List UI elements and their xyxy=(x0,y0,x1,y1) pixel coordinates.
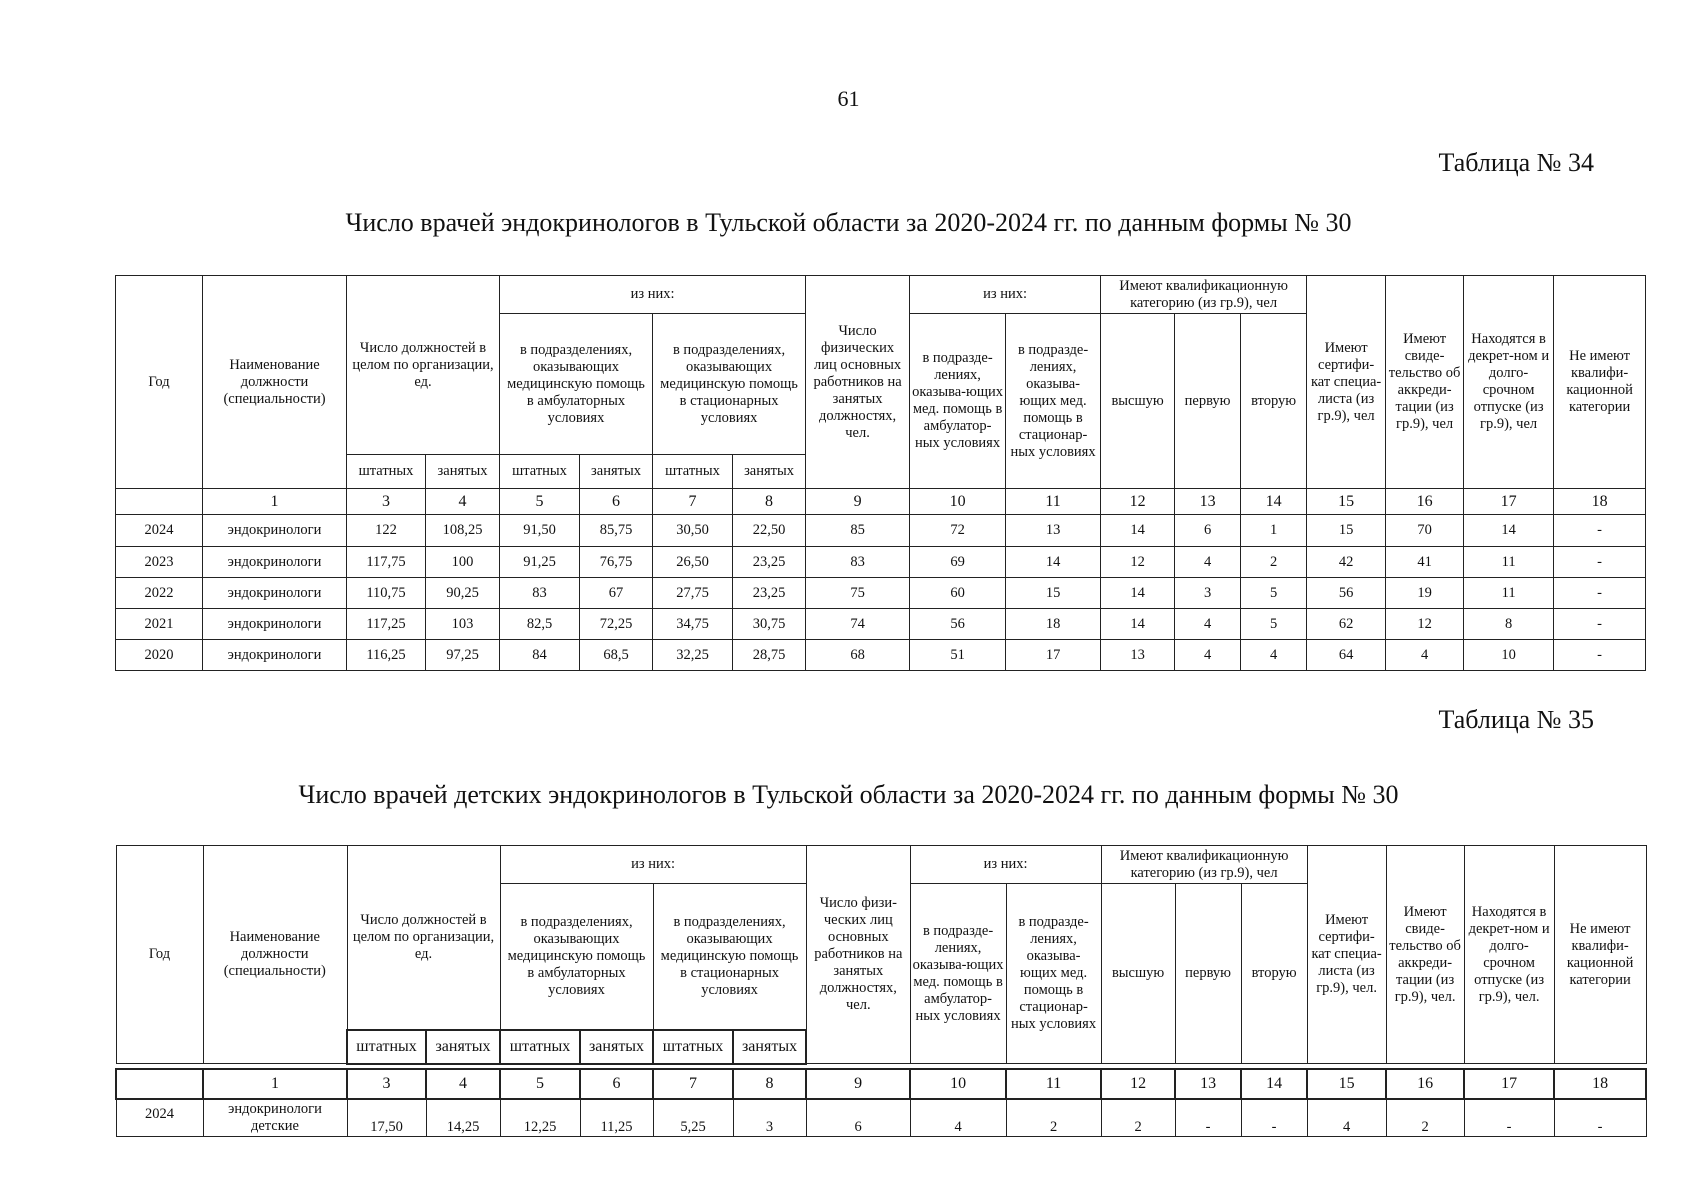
cell: 19 xyxy=(1386,578,1464,609)
cell: 6 xyxy=(806,1099,910,1137)
cell: - xyxy=(1554,547,1646,578)
col-number: 3 xyxy=(347,489,426,515)
col-number: 11 xyxy=(1006,1069,1101,1099)
cell: 4 xyxy=(1307,1099,1386,1137)
cell: - xyxy=(1554,609,1646,640)
cell: 64 xyxy=(1307,640,1386,671)
header-leave: Находятся в декрет-ном и долго-срочном отпуске (из гр.9), чел xyxy=(1464,276,1554,489)
cell: 15 xyxy=(1006,578,1101,609)
cell: 3 xyxy=(1175,578,1241,609)
cell: 117,75 xyxy=(347,547,426,578)
cell: - xyxy=(1241,1099,1307,1137)
cell: 90,25 xyxy=(426,578,500,609)
cell: 4 xyxy=(1175,609,1241,640)
cell: 5 xyxy=(1241,578,1307,609)
table-row xyxy=(116,609,1646,640)
cell: 103 xyxy=(426,609,500,640)
col-number: 8 xyxy=(733,489,806,515)
col-number: 9 xyxy=(806,489,910,515)
cell: 41 xyxy=(1386,547,1464,578)
cell: 116,25 xyxy=(347,640,426,671)
cell: 2 xyxy=(1386,1099,1464,1137)
cell: 14 xyxy=(1101,578,1175,609)
header-persons-ambulatory: в подразде-лениях, оказыва-ющих мед. помощь в амбулатор-ных условиях xyxy=(910,884,1006,1064)
cell: 75 xyxy=(806,578,910,609)
cell: 12 xyxy=(1101,547,1175,578)
cell: 14 xyxy=(1101,515,1175,547)
col-number: 3 xyxy=(347,1069,426,1099)
header-certificate: Имеют сертифи-кат специа-листа (из гр.9), чел xyxy=(1307,276,1386,489)
cell: 62 xyxy=(1307,609,1386,640)
col-number: 13 xyxy=(1175,489,1241,515)
col-number: 12 xyxy=(1101,489,1175,515)
cell: 69 xyxy=(910,547,1006,578)
row-name: эндокринологи xyxy=(203,609,347,640)
cell: 14 xyxy=(1101,609,1175,640)
header-year: Год xyxy=(116,846,203,1064)
cell: - xyxy=(1554,515,1646,547)
row-name: эндокринологи xyxy=(203,578,347,609)
cell: 76,75 xyxy=(580,547,653,578)
cell: 67 xyxy=(580,578,653,609)
cell: 34,75 xyxy=(653,609,733,640)
cell: 91,25 xyxy=(500,547,580,578)
row-name: эндокринологи xyxy=(203,640,347,671)
header-year: Год xyxy=(116,276,203,489)
cell: - xyxy=(1554,578,1646,609)
header-of-them-persons: из них: xyxy=(910,276,1101,314)
col-number: 18 xyxy=(1554,489,1646,515)
col-number: 7 xyxy=(653,489,733,515)
cell: 108,25 xyxy=(426,515,500,547)
cell: 3 xyxy=(733,1099,806,1137)
header-position-name: Наименование должности (специальности) xyxy=(203,276,347,489)
cell: 70 xyxy=(1386,515,1464,547)
cell: 12 xyxy=(1386,609,1464,640)
cell: 23,25 xyxy=(733,547,806,578)
cell: 30,75 xyxy=(733,609,806,640)
header-positions-total: Число должностей в целом по организации, ед. xyxy=(347,276,500,455)
header-no-qualification: Не имеют квалифи-кационной категории xyxy=(1554,276,1646,489)
header-second: вторую xyxy=(1241,314,1307,489)
row-name: эндокринологи xyxy=(203,547,347,578)
cell: 4 xyxy=(1241,640,1307,671)
header-staff: штатных xyxy=(653,455,733,489)
header-positions-total: Число должностей в целом по организации, ед. xyxy=(347,846,500,1030)
col-number: 17 xyxy=(1464,489,1554,515)
header-qualification: Имеют квалификационную категорию (из гр.9), чел xyxy=(1101,276,1307,314)
cell: 26,50 xyxy=(653,547,733,578)
col-number: 6 xyxy=(580,489,653,515)
cell: 84 xyxy=(500,640,580,671)
cell: 56 xyxy=(1307,578,1386,609)
cell: 10 xyxy=(1464,640,1554,671)
cell: 22,50 xyxy=(733,515,806,547)
col-number: 16 xyxy=(1386,1069,1464,1099)
header-accreditation: Имеют свиде-тельство об аккреди-тации (из гр.9), чел xyxy=(1386,276,1464,489)
header-highest: высшую xyxy=(1101,884,1175,1064)
header-stationary: в подразделениях, оказывающих медицинскую помощь в стационарных условиях xyxy=(653,884,806,1030)
cell: 6 xyxy=(1175,515,1241,547)
cell: - xyxy=(1464,1099,1554,1137)
cell: 11,25 xyxy=(580,1099,653,1137)
header-occupied: занятых xyxy=(580,455,653,489)
cell: 1 xyxy=(1241,515,1307,547)
cell: 122 xyxy=(347,515,426,547)
header-ambulatory: в подразделениях, оказывающих медицинскую помощь в амбулаторных условиях xyxy=(500,884,653,1030)
table-row xyxy=(116,640,1646,671)
header-qualification: Имеют квалификационную категорию (из гр.9), чел xyxy=(1101,846,1307,884)
cell: 68 xyxy=(806,640,910,671)
header-staff: штатных xyxy=(347,1030,426,1064)
col-number: 1 xyxy=(203,1069,347,1099)
table-35-title: Число врачей детских эндокринологов в Тульской области за 2020-2024 гг. по данным формы № 30 xyxy=(298,780,1399,809)
header-of-them-persons: из них: xyxy=(910,846,1101,884)
col-number: 10 xyxy=(910,1069,1006,1099)
cell: 110,75 xyxy=(347,578,426,609)
header-position-name: Наименование должности (специальности) xyxy=(203,846,347,1064)
col-number: 14 xyxy=(1241,1069,1307,1099)
header-highest: высшую xyxy=(1101,314,1175,489)
cell: - xyxy=(1554,640,1646,671)
header-first: первую xyxy=(1175,884,1241,1064)
table-row xyxy=(116,578,1646,609)
cell: 30,50 xyxy=(653,515,733,547)
col-number: 11 xyxy=(1006,489,1101,515)
row-year: 2024 xyxy=(116,515,203,547)
cell: 14 xyxy=(1464,515,1554,547)
col-number: 5 xyxy=(500,1069,580,1099)
table-34-title: Число врачей эндокринологов в Тульской области за 2020-2024 гг. по данным формы № 30 xyxy=(345,208,1352,237)
cell: 27,75 xyxy=(653,578,733,609)
col-number: 6 xyxy=(580,1069,653,1099)
cell: 100 xyxy=(426,547,500,578)
cell: 85,75 xyxy=(580,515,653,547)
table-34 xyxy=(115,275,1646,671)
cell: 32,25 xyxy=(653,640,733,671)
header-persons-stationary: в подразде-лениях, оказыва-ющих мед. помощь в стационар-ных условиях xyxy=(1006,884,1101,1064)
col-number: 4 xyxy=(426,489,500,515)
cell: 72,25 xyxy=(580,609,653,640)
cell: 68,5 xyxy=(580,640,653,671)
cell: 60 xyxy=(910,578,1006,609)
cell: 12,25 xyxy=(500,1099,580,1137)
table-35-label: Таблица № 35 xyxy=(1438,705,1594,734)
cell: 15 xyxy=(1307,515,1386,547)
header-occupied: занятых xyxy=(426,455,500,489)
cell: 117,25 xyxy=(347,609,426,640)
col-number: 12 xyxy=(1101,1069,1175,1099)
cell: 97,25 xyxy=(426,640,500,671)
col-number: 7 xyxy=(653,1069,733,1099)
cell: - xyxy=(1554,1099,1646,1137)
header-persons-stationary: в подразде-лениях, оказыва-ющих мед. помощь в стационар-ных условиях xyxy=(1006,314,1101,489)
header-persons-ambulatory: в подразде-лениях, оказыва-ющих мед. помощь в амбулатор-ных условиях xyxy=(910,314,1006,489)
row-year: 2024 xyxy=(116,1099,203,1137)
cell: 18 xyxy=(1006,609,1101,640)
cell: 13 xyxy=(1006,515,1101,547)
header-of-them: из них: xyxy=(500,846,806,884)
header-staff: штатных xyxy=(500,455,580,489)
col-number: 9 xyxy=(806,1069,910,1099)
col-number: 18 xyxy=(1554,1069,1646,1099)
header-staff: штатных xyxy=(653,1030,733,1064)
header-certificate: Имеют сертифи-кат специа-листа (из гр.9), чел. xyxy=(1307,846,1386,1064)
header-physical-persons: Число физических лиц основных работников на занятых должностях, чел. xyxy=(806,276,910,489)
cell: 14 xyxy=(1006,547,1101,578)
header-staff: штатных xyxy=(347,455,426,489)
header-of-them: из них: xyxy=(500,276,806,314)
cell: 14,25 xyxy=(426,1099,500,1137)
table-35 xyxy=(115,845,1647,1137)
header-leave: Находятся в декрет-ном и долго-срочном отпуске (из гр.9), чел. xyxy=(1464,846,1554,1064)
col-number: 15 xyxy=(1307,489,1386,515)
header-stationary: в подразделениях, оказывающих медицинскую помощь в стационарных условиях xyxy=(653,314,806,455)
cell: 4 xyxy=(1386,640,1464,671)
col-number-blank xyxy=(116,489,203,515)
table-row xyxy=(116,547,1646,578)
cell: 4 xyxy=(1175,547,1241,578)
cell: 56 xyxy=(910,609,1006,640)
cell: 5,25 xyxy=(653,1099,733,1137)
row-name: эндокринологи детские xyxy=(203,1099,347,1137)
cell: 83 xyxy=(806,547,910,578)
cell: 82,5 xyxy=(500,609,580,640)
col-number-blank xyxy=(116,1069,203,1099)
row-name: эндокринологи xyxy=(203,515,347,547)
cell: 5 xyxy=(1241,609,1307,640)
table-row xyxy=(116,515,1646,547)
header-staff: штатных xyxy=(500,1030,580,1064)
col-number: 8 xyxy=(733,1069,806,1099)
header-first: первую xyxy=(1175,314,1241,489)
row-year: 2022 xyxy=(116,578,203,609)
header-no-qualification: Не имеют квалифи-кационной категории xyxy=(1554,846,1646,1064)
table-34-label: Таблица № 34 xyxy=(1438,148,1594,177)
header-occupied: занятых xyxy=(733,1030,806,1064)
cell: 2 xyxy=(1241,547,1307,578)
cell: 23,25 xyxy=(733,578,806,609)
cell: 4 xyxy=(910,1099,1006,1137)
col-number: 17 xyxy=(1464,1069,1554,1099)
cell: 42 xyxy=(1307,547,1386,578)
row-year: 2023 xyxy=(116,547,203,578)
cell: 28,75 xyxy=(733,640,806,671)
cell: 51 xyxy=(910,640,1006,671)
col-number: 14 xyxy=(1241,489,1307,515)
cell: 85 xyxy=(806,515,910,547)
cell: 8 xyxy=(1464,609,1554,640)
header-accreditation: Имеют свиде-тельство об аккреди-тации (из гр.9), чел. xyxy=(1386,846,1464,1064)
cell: 17 xyxy=(1006,640,1101,671)
row-year: 2020 xyxy=(116,640,203,671)
header-occupied: занятых xyxy=(426,1030,500,1064)
header-ambulatory: в подразделениях, оказывающих медицинскую помощь в амбулаторных условиях xyxy=(500,314,653,455)
cell: 13 xyxy=(1101,640,1175,671)
header-occupied: занятых xyxy=(580,1030,653,1064)
header-physical-persons: Число физи-ческих лиц основных работников на занятых должностях, чел. xyxy=(806,846,910,1064)
col-number: 1 xyxy=(203,489,347,515)
col-number: 13 xyxy=(1175,1069,1241,1099)
cell: 2 xyxy=(1101,1099,1175,1137)
cell: 4 xyxy=(1175,640,1241,671)
col-number: 10 xyxy=(910,489,1006,515)
header-second: вторую xyxy=(1241,884,1307,1064)
cell: 11 xyxy=(1464,578,1554,609)
cell: 11 xyxy=(1464,547,1554,578)
header-occupied: занятых xyxy=(733,455,806,489)
row-year: 2021 xyxy=(116,609,203,640)
col-number: 16 xyxy=(1386,489,1464,515)
cell: 2 xyxy=(1006,1099,1101,1137)
cell: 74 xyxy=(806,609,910,640)
page-number: 61 xyxy=(837,86,860,111)
col-number: 5 xyxy=(500,489,580,515)
cell: 17,50 xyxy=(347,1099,426,1137)
table-row xyxy=(116,1099,1646,1137)
cell: 72 xyxy=(910,515,1006,547)
col-number: 4 xyxy=(426,1069,500,1099)
col-number: 15 xyxy=(1307,1069,1386,1099)
cell: 83 xyxy=(500,578,580,609)
cell: - xyxy=(1175,1099,1241,1137)
cell: 91,50 xyxy=(500,515,580,547)
